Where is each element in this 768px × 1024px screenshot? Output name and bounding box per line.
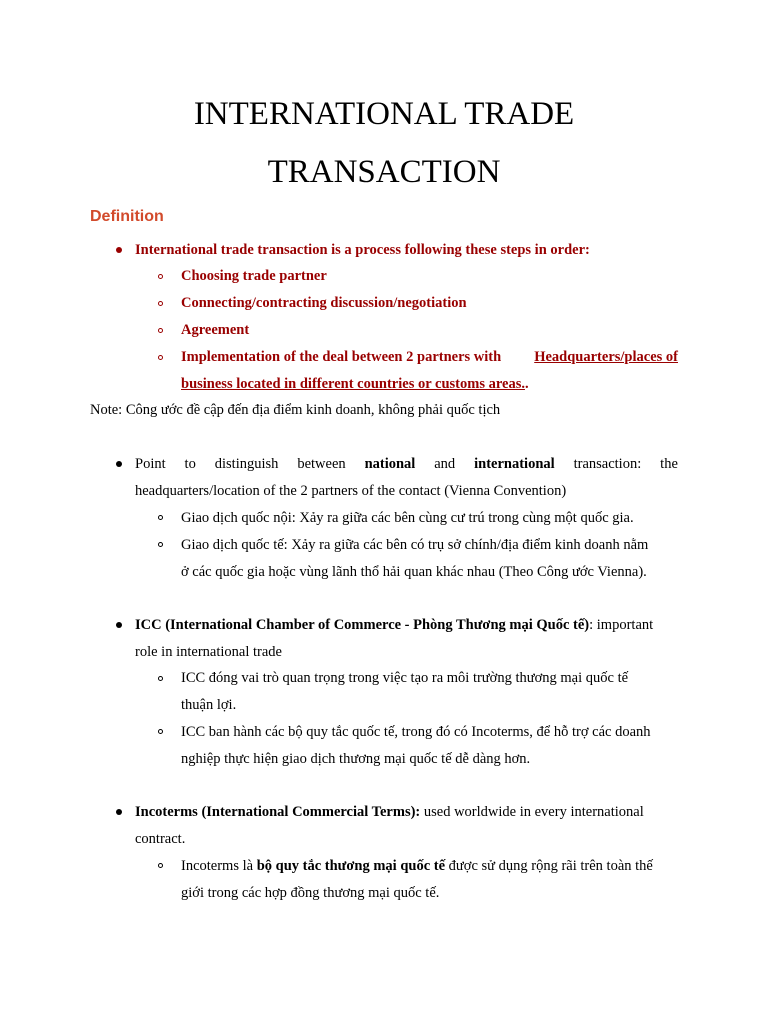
bullet-icon — [116, 461, 122, 467]
point-line-1 — [135, 454, 678, 474]
bullet-icon — [116, 809, 122, 815]
icc-line-2: role in international trade — [135, 644, 282, 660]
national-term: national — [364, 456, 416, 472]
definition-heading: Definition — [90, 208, 164, 225]
circle-bullet-icon — [158, 355, 163, 360]
incoterms-line-1 — [135, 802, 644, 822]
circle-bullet-icon — [158, 676, 163, 681]
step-4-link-part2: business located in different countries or customs areas. — [181, 376, 525, 392]
circle-bullet-icon — [158, 301, 163, 306]
step-4-text: Implementation of the deal between 2 partners with — [181, 349, 502, 365]
step-4-line-1 — [181, 347, 678, 367]
international-term: international — [474, 456, 555, 472]
definition-text: International trade transaction is a process following these steps in order: — [135, 242, 590, 258]
icc-term: ICC (International Chamber of Commerce - Phòng Thương mại Quốc tế) — [135, 617, 590, 633]
step-4-link-part1: Headquarters/places of — [534, 349, 678, 365]
point-word: Point — [135, 456, 166, 472]
icc-sub-2-line-1: ICC ban hành các bộ quy tắc quốc tế, trong đó có Incoterms, để hỗ trợ các doanh — [181, 724, 651, 740]
point-word: transaction: — [573, 456, 642, 472]
bullet-icon — [116, 622, 122, 628]
point-word: the — [660, 456, 678, 472]
point-sub-1: Giao dịch quốc nội: Xảy ra giữa các bên cùng cư trú trong cùng một quốc gia. — [181, 510, 634, 526]
incoterms-term: Incoterms (International Commercial Terms): — [135, 804, 421, 820]
incoterms-sub-post: được sử dụng rộng rãi trên toàn thế — [445, 858, 653, 874]
circle-bullet-icon — [158, 274, 163, 279]
step-1: Choosing trade partner — [181, 268, 327, 284]
point-word: between — [297, 456, 346, 472]
step-2: Connecting/contracting discussion/negotiation — [181, 295, 467, 311]
point-line-2: headquarters/location of the 2 partners of the contact (Vienna Convention) — [135, 483, 567, 499]
note-text: Note: Công ước đề cập đến địa điểm kinh doanh, không phải quốc tịch — [90, 402, 501, 418]
circle-bullet-icon — [158, 328, 163, 333]
title-line-1: INTERNATIONAL TRADE — [193, 96, 575, 132]
circle-bullet-icon — [158, 729, 163, 734]
incoterms-sub-1-line-2: giới trong các hợp đồng thương mại quốc tế. — [181, 885, 440, 901]
icc-sub-1-line-1: ICC đóng vai trò quan trọng trong việc tạo ra môi trường thương mại quốc tế — [181, 670, 629, 686]
point-sub-2-line-2: ở các quốc gia hoặc vùng lãnh thổ hải quan khác nhau (Theo Công ước Vienna). — [181, 564, 647, 580]
incoterms-rest: used worldwide in every international — [420, 804, 644, 820]
circle-bullet-icon — [158, 542, 163, 547]
point-word: distinguish — [214, 456, 279, 472]
title-line-2: TRANSACTION — [267, 154, 501, 190]
incoterms-sub-bold: bộ quy tắc thương mại quốc tế — [256, 858, 446, 874]
bullet-icon — [116, 247, 122, 253]
circle-bullet-icon — [158, 863, 163, 868]
point-word: and — [434, 456, 456, 472]
step-4-tail: . — [524, 376, 529, 392]
step-3: Agreement — [181, 322, 250, 338]
icc-line-1 — [135, 615, 653, 635]
circle-bullet-icon — [158, 515, 163, 520]
incoterms-sub-pre: Incoterms là — [181, 858, 257, 874]
icc-sub-2-line-2: nghiệp thực hiện giao dịch thương mại quốc tế dễ dàng hơn. — [181, 751, 531, 767]
step-4-line-2 — [181, 374, 529, 394]
point-sub-2-line-1: Giao dịch quốc tế: Xảy ra giữa các bên có trụ sở chính/địa điểm kinh doanh nằm — [181, 537, 649, 553]
icc-sub-1-line-2: thuận lợi. — [181, 697, 237, 713]
point-word: to — [184, 456, 196, 472]
incoterms-sub-1-line-1 — [181, 856, 653, 876]
incoterms-line-2: contract. — [135, 831, 186, 847]
icc-rest: : important — [589, 617, 654, 633]
